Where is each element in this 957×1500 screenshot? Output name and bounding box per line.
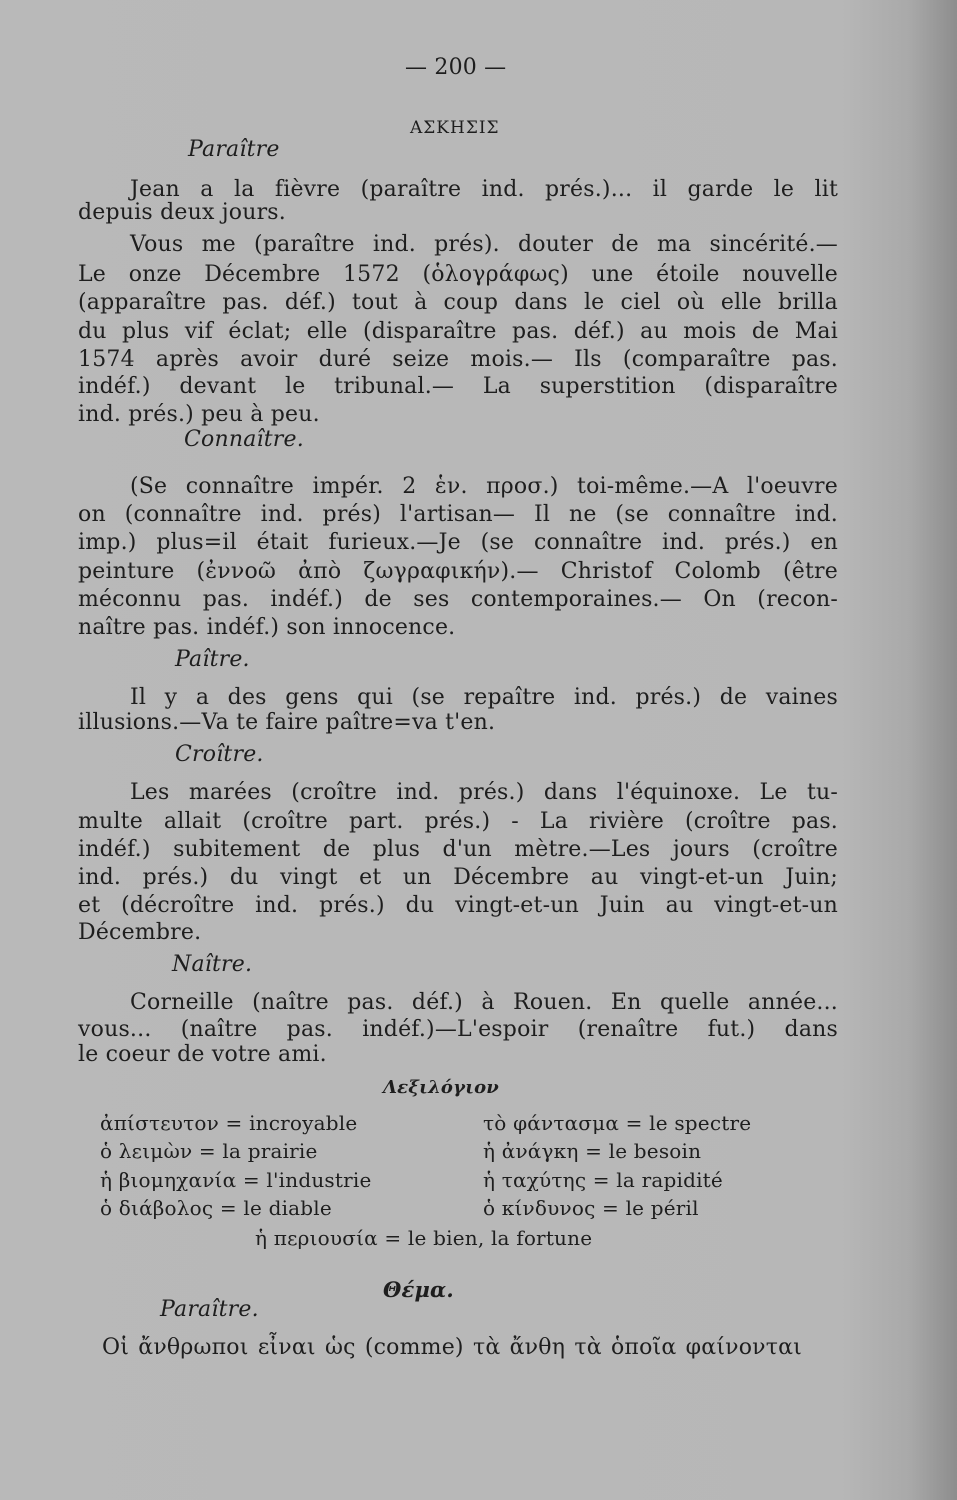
verb-heading: Naître.: [172, 952, 253, 977]
vocabulary-entry: ἡ βιομηχανία = l'industrie: [100, 1168, 372, 1192]
paragraph-line: Le onze Décembre 1572 (ὁλογράφως) une étoile nouvelle: [78, 262, 838, 287]
paragraph-line: Il y a des gens qui (se repaître ind. prés.) de vaines: [130, 685, 838, 710]
theme-subheading: Paraître.: [160, 1297, 259, 1322]
paragraph-line: 1574 après avoir duré seize mois.— Ils (comparaître pas.: [78, 347, 838, 372]
verb-heading: Connaître.: [184, 427, 304, 452]
paragraph-line: (Se connaître impér. 2 ἑν. προσ.) toi-même.—A l'oeuvre: [130, 474, 838, 499]
paragraph-line: méconnu pas. indéf.) de ses contemporaines.— On (recon-: [78, 587, 838, 612]
vocabulary-heading: Λεξιλόγιον: [383, 1077, 499, 1098]
paragraph-line: du plus vif éclat; elle (disparaître pas. déf.) au mois de Mai: [78, 319, 838, 344]
vocabulary-entry: ἡ ταχύτης = la rapidité: [483, 1168, 723, 1192]
vocabulary-entry: ὁ κίνδυνος = le péril: [483, 1196, 699, 1220]
paragraph-line: indéf.) subitement de plus d'un mètre.—Les jours (croître: [78, 837, 838, 862]
paragraph-line: indéf.) devant le tribunal.— La superstition (disparaître: [78, 374, 838, 399]
vocabulary-entry: ὁ διάβολος = le diable: [100, 1196, 332, 1220]
paragraph-line: depuis deux jours.: [78, 200, 286, 225]
paragraph-line: Jean a la fièvre (paraître ind. prés.)... il garde le lit: [130, 177, 838, 202]
theme-heading: Θέμα.: [383, 1277, 454, 1302]
paragraph-line: (apparaître pas. déf.) tout à coup dans le ciel où elle brilla: [78, 290, 838, 315]
paragraph-line: Les marées (croître ind. prés.) dans l'équinoxe. Le tu-: [130, 780, 838, 805]
verb-heading: Paître.: [175, 647, 250, 672]
paragraph-line: vous... (naître pas. indéf.)—L'espoir (renaître fut.) dans: [78, 1017, 838, 1042]
paragraph-line: Décembre.: [78, 920, 202, 945]
vocabulary-entry: ἡ ἀνάγκη = le besoin: [483, 1139, 702, 1163]
verb-heading: Paraître: [188, 137, 280, 162]
paragraph-line: imp.) plus=il était furieux.—Je (se connaître ind. prés.) en: [78, 530, 838, 555]
vocabulary-entry: ἀπίστευτον = incroyable: [100, 1111, 358, 1135]
paragraph-line: naître pas. indéf.) son innocence.: [78, 615, 456, 640]
verb-heading: Croître.: [175, 742, 264, 767]
paragraph-line: illusions.—Va te faire paître=va t'en.: [78, 710, 496, 735]
paragraph-line: on (connaître ind. prés) l'artisan— Il ne (se connaître ind.: [78, 502, 838, 527]
vocabulary-entry: τὸ φάντασμα = le spectre: [483, 1111, 752, 1135]
paragraph-line: et (décroître ind. prés.) du vingt-et-un Juin au vingt-et-un: [78, 893, 838, 918]
paragraph-line: ind. prés.) du vingt et un Décembre au vingt-et-un Juin;: [78, 865, 838, 890]
vocabulary-entry: ἡ περιουσία = le bien, la fortune: [255, 1226, 593, 1250]
paragraph-line: Vous me (paraître ind. prés). douter de ma sincérité.—: [130, 232, 838, 257]
paragraph-line: peinture (ἐννοῶ ἀπὸ ζωγραφικήν).— Christof Colomb (être: [78, 559, 838, 584]
page-number: — 200 —: [405, 55, 507, 80]
paragraph-line: le coeur de votre ami.: [78, 1042, 327, 1067]
vocabulary-entry: ὁ λειμὼν = la prairie: [100, 1139, 318, 1163]
paragraph-line: ind. prés.) peu à peu.: [78, 402, 320, 427]
exercise-title: ΑΣΚΗΣΙΣ: [410, 118, 500, 138]
paragraph-line: Corneille (naître pas. déf.) à Rouen. En quelle année...: [130, 990, 838, 1015]
theme-text: Οἱ ἄνθρωποι εἶναι ὡς (comme) τὰ ἄνθη τὰ ὁποῖα φαίνονται: [102, 1335, 802, 1360]
paragraph-line: multe allait (croître part. prés.) - La rivière (croître pas.: [78, 809, 838, 834]
